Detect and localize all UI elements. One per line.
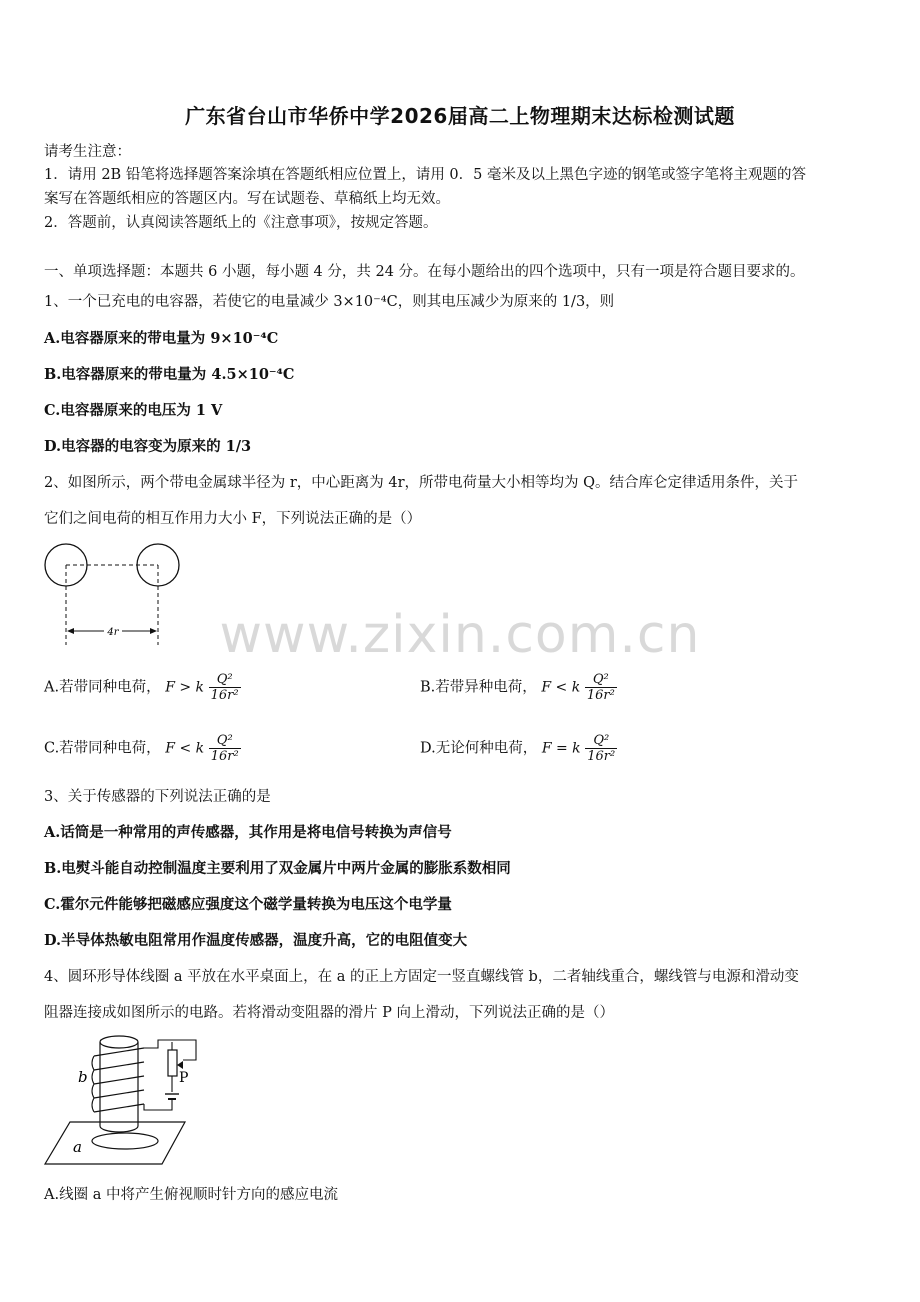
q1-option-d: D.电容器的电容变为原来的 1/3	[44, 438, 252, 455]
q2-option-d	[420, 733, 617, 764]
q2-option-c-text: C.若带同种电荷，	[44, 740, 161, 757]
coil-a-label: a	[73, 1138, 82, 1156]
q3-stem: 3、关于传感器的下列说法正确的是	[44, 789, 271, 805]
q2-option-b-fraction: $\frac{\text{Q²}}{\text{16r²}}$	[586, 672, 615, 703]
q1-option-a: A.电容器原来的带电量为 9×10⁻⁴C	[44, 330, 279, 347]
q2-option-d-fraction: $\frac{\text{Q²}}{\text{16r²}}$	[587, 733, 616, 764]
q3-option-b: B.电熨斗能自动控制温度主要利用了双金属片中两片金属的膨胀系数相同	[44, 860, 511, 877]
q2-option-a	[44, 672, 241, 703]
watermark: www.zixin.com.cn	[219, 605, 701, 665]
q3-option-a: A.话筒是一种常用的声传感器，其作用是将电信号转换为声信号	[44, 824, 452, 841]
solenoid-windings	[94, 1048, 144, 1112]
notice-item1-line1: 1．请用 2B 铅笔将选择题答案涂填在答题纸相应位置上，请用 0．5 毫米及以上黑色字迹的钢笔或签字笔将主观题的答	[44, 167, 806, 183]
q1-option-b: B.电容器原来的带电量为 4.5×10⁻⁴C	[44, 366, 295, 383]
q2-option-c	[44, 733, 241, 764]
q2-option-d-text: D.无论何种电荷，	[420, 740, 538, 757]
rheostat	[168, 1050, 177, 1076]
slider-p	[177, 1061, 183, 1069]
q3-option-d: D.半导体热敏电阻常用作温度传感器，温度升高，它的电阻值变大	[44, 932, 468, 949]
q4-solenoid-figure	[40, 1030, 200, 1170]
q2-option-a-text: A.若带同种电荷，	[44, 679, 161, 696]
q4-option-a: A.线圈 a 中将产生俯视顺时针方向的感应电流	[44, 1187, 338, 1203]
slider-p-label: P	[179, 1070, 189, 1086]
solenoid-b-label: b	[78, 1068, 88, 1086]
q2-option-c-fraction: $\frac{\text{Q²}}{\text{16r²}}$	[210, 733, 239, 764]
notice-item1-line2: 案写在答题纸相应的答题区内。写在试题卷、草稿纸上均无效。	[44, 191, 450, 207]
q2-option-b-formula: F < k	[541, 679, 581, 696]
q2-option-b	[420, 672, 617, 703]
notice-item2: 2．答题前，认真阅读答题纸上的《注意事项》，按规定答题。	[44, 215, 438, 231]
q1-stem: 1、一个已充电的电容器，若使它的电量减少 3×10⁻⁴C，则其电压减少为原来的 1/3，则	[44, 294, 615, 310]
notice-header: 请考生注意：	[44, 144, 131, 160]
q3-option-c: C.霍尔元件能够把磁感应强度这个磁学量转换为电压这个电学量	[44, 896, 452, 913]
q2-option-a-fraction: $\frac{\text{Q²}}{\text{16r²}}$	[210, 672, 239, 703]
q2-option-d-formula: F = k	[541, 740, 581, 757]
section-heading: 一、单项选择题：本题共 6 小题，每小题 4 分，共 24 分。在每小题给出的四个选项中，只有一项是符合题目要求的。	[44, 264, 805, 280]
q2-stem-line2: 它们之间电荷的相互作用力大小 F，下列说法正确的是（）	[44, 511, 422, 527]
q2-stem-line1: 2、如图所示，两个带电金属球半径为 r，中心距离为 4r，所带电荷量大小相等均为 Q。结合库仑定律适用条件，关于	[44, 475, 799, 491]
q2-option-b-text: B.若带异种电荷，	[420, 679, 537, 696]
q2-option-a-formula: F > k	[165, 679, 205, 696]
distance-label: 4r	[107, 627, 119, 638]
q4-stem-line2: 阻器连接成如图所示的电路。若将滑动变阻器的滑片 P 向上滑动，下列说法正确的是（）	[44, 1005, 614, 1021]
q1-option-c: C.电容器原来的电压为 1 V	[44, 402, 223, 419]
q2-option-c-formula: F < k	[165, 740, 205, 757]
solenoid-top	[100, 1036, 138, 1048]
q4-stem-line1: 4、圆环形导体线圈 a 平放在水平桌面上，在 a 的正上方固定一竖直螺线管 b，二者轴线重合，螺线管与电源和滑动变	[44, 969, 799, 985]
table-plane	[45, 1122, 185, 1164]
coil-a	[92, 1133, 158, 1149]
page-title: 广东省台山市华侨中学2026届高二上物理期末达标检测试题	[185, 104, 735, 128]
q2-spheres-figure	[40, 540, 190, 650]
